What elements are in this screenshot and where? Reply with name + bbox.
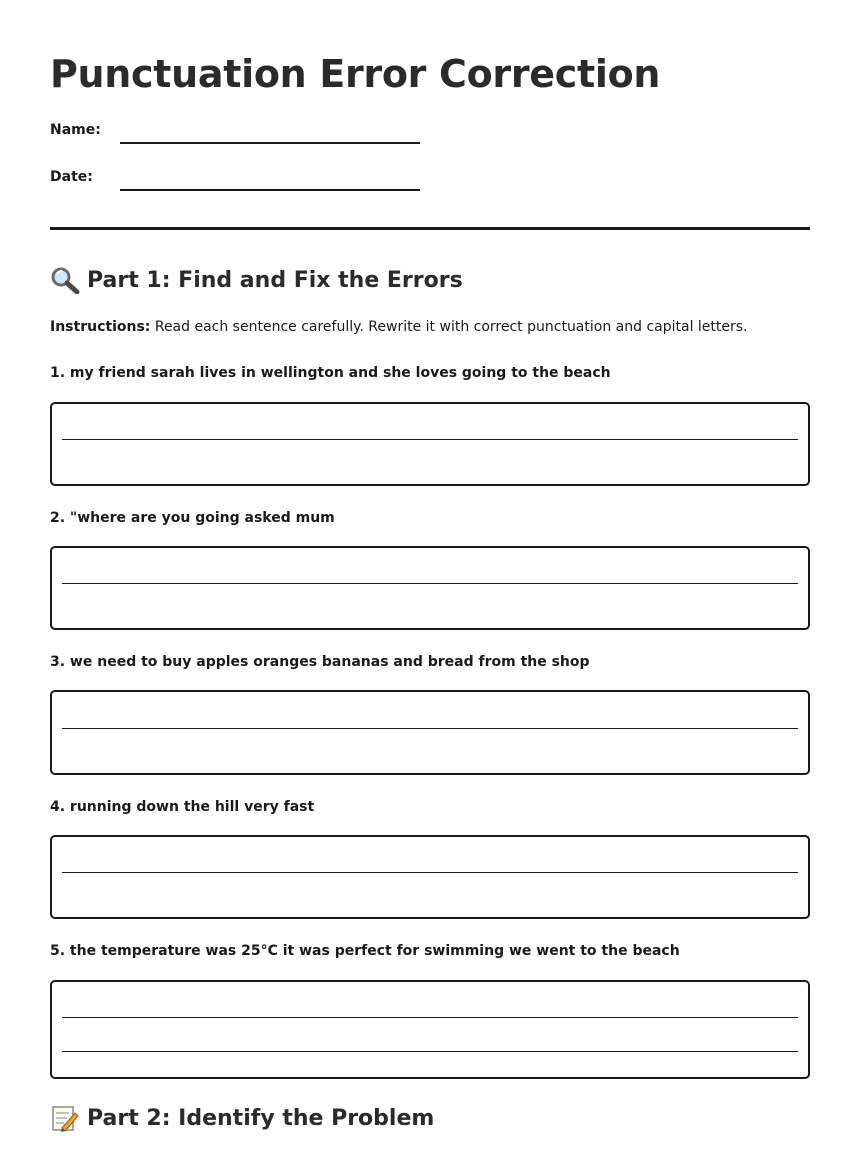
- question-4: 4. running down the hill very fast: [50, 799, 315, 815]
- memo-pencil-icon: [50, 1104, 80, 1132]
- answer-line: [62, 872, 798, 873]
- instructions-label: Instructions:: [50, 319, 151, 335]
- answer-box-2[interactable]: [50, 546, 810, 630]
- instructions: [50, 319, 748, 335]
- part1-heading: [50, 266, 463, 294]
- part2-heading: [50, 1104, 434, 1132]
- answer-box-1[interactable]: [50, 402, 810, 486]
- date-label: Date:: [50, 169, 93, 185]
- question-1: 1. my friend sarah lives in wellington and she loves going to the beach: [50, 365, 611, 381]
- date-line[interactable]: [120, 189, 420, 191]
- answer-box-4[interactable]: [50, 835, 810, 919]
- page-title: Punctuation Error Correction: [50, 52, 661, 96]
- answer-line: [62, 1017, 798, 1018]
- instructions-text: Read each sentence carefully. Rewrite it with correct punctuation and capital letters.: [150, 319, 748, 335]
- question-5: 5. the temperature was 25°C it was perfect for swimming we went to the beach: [50, 943, 680, 959]
- part2-heading-text: Part 2: Identify the Problem: [87, 1105, 435, 1131]
- part1-heading-text: Part 1: Find and Fix the Errors: [87, 267, 463, 293]
- answer-line: [62, 728, 798, 729]
- question-3: 3. we need to buy apples oranges bananas and bread from the shop: [50, 654, 590, 670]
- magnifier-icon: [50, 266, 80, 294]
- header-divider: [50, 227, 810, 230]
- answer-line: [62, 1051, 798, 1052]
- answer-line: [62, 439, 798, 440]
- answer-line: [62, 583, 798, 584]
- question-2: 2. "where are you going asked mum: [50, 510, 335, 526]
- answer-box-5[interactable]: [50, 980, 810, 1079]
- name-label: Name:: [50, 122, 101, 138]
- answer-box-3[interactable]: [50, 690, 810, 775]
- name-line[interactable]: [120, 142, 420, 144]
